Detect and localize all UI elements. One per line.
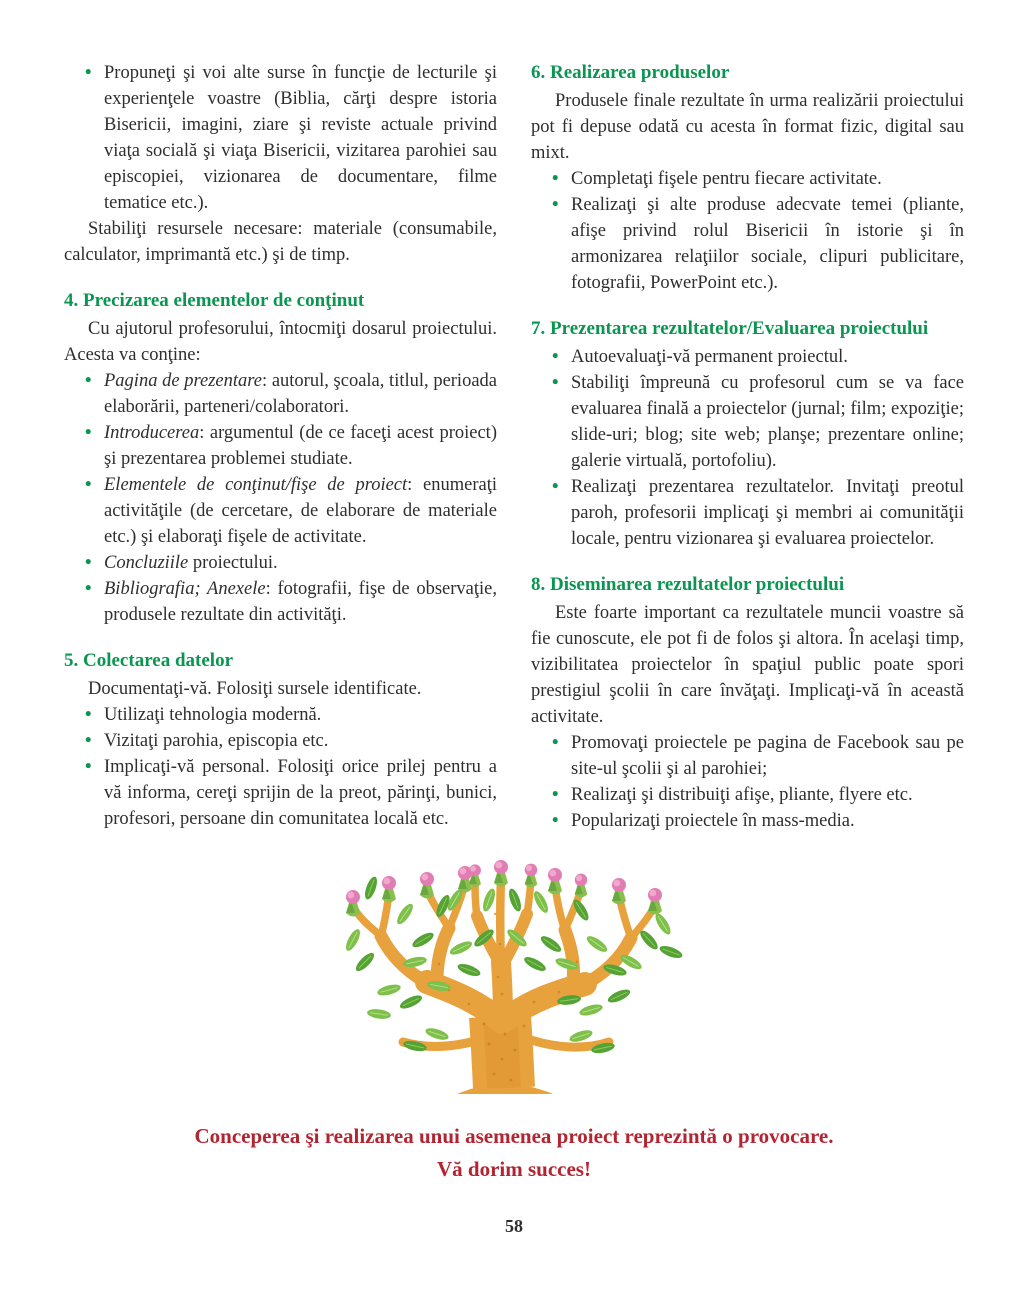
section-8-intro: Este foarte important ca rezultatele muncii voastre să fie cunoscute, ele pot fi de folos şi altora. În acelaşi timp, vizibilitatea proiectelor în spaţiul public poate spori prestigiul şcolii în care învăţaţi. Implicaţi-vă în această activitate. (531, 603, 964, 727)
bullet-icon: • (85, 731, 92, 751)
bullet-icon: • (552, 195, 559, 215)
section-5-heading: 5. Colectarea datelor (64, 650, 234, 671)
list-item-text: Autoevaluaţi-vă permanent proiectul. (571, 347, 848, 367)
list-item-text: Promovaţi proiectele pe pagina de Facebook sau pe site-ul şcolii şi al parohiei; (571, 733, 964, 779)
footer-message (64, 1120, 964, 1186)
resources-paragraph: Stabiliţi resursele necesare: materiale (consumabile, calculator, imprimantă etc.) şi de timp. (64, 219, 497, 265)
list-item (531, 782, 964, 808)
list-item (64, 576, 497, 628)
bullet-icon: • (85, 579, 92, 599)
text-columns (64, 60, 964, 834)
bullet-icon: • (85, 475, 92, 495)
page-number: 58 (505, 1216, 523, 1236)
section-7-heading: 7. Prezentarea rezultatelor/Evaluarea proiectului (531, 318, 929, 339)
list-item (64, 702, 497, 728)
item-lead: Concluziile (104, 553, 189, 573)
bullet-icon: • (552, 733, 559, 753)
list-item (64, 420, 497, 472)
list-item-text (104, 579, 497, 625)
item-lead: Pagina de prezentare (104, 371, 263, 391)
section-6-heading: 6. Realizarea produselor (531, 62, 730, 83)
list-item-text (104, 475, 497, 547)
bullet-icon: • (552, 811, 559, 831)
list-item-text: Vizitaţi parohia, episcopia etc. (104, 731, 329, 751)
footer-message-line1: Conceperea şi realizarea unui asemenea proiect reprezintă o provocare. (194, 1124, 834, 1148)
bullet-icon: • (85, 63, 92, 83)
list-item-text (104, 553, 278, 573)
right-column (531, 60, 964, 834)
list-item-text: Utilizaţi tehnologia modernă. (104, 705, 322, 725)
list-item (64, 754, 497, 832)
bullet-icon: • (552, 373, 559, 393)
item-rest: : fotografii, fişe de observaţie, produsele rezultate din activităţi. (104, 579, 497, 625)
list-item (64, 472, 497, 550)
section-6-intro: Produsele finale rezultate în urma realizării proiectului pot fi depuse odată cu acesta în format fizic, digital sau mixt. (531, 91, 964, 163)
list-item (64, 550, 497, 576)
list-item (531, 344, 964, 370)
section-4-intro: Cu ajutorul profesorului, întocmiţi dosarul proiectului. Acesta va conţine: (64, 319, 497, 365)
list-item-text: Completaţi fişele pentru fiecare activitate. (571, 169, 882, 189)
bullet-icon: • (85, 757, 92, 777)
left-column (64, 60, 497, 834)
list-item-text: Realizaţi şi alte produse adecvate temei (pliante, afişe privind rolul Bisericii în istorie şi în armonizarea relaţiilor sociale, clipuri publicitare, fotografii, PowerPoint etc.). (571, 195, 964, 293)
list-item-text: Realizaţi şi distribuiţi afişe, pliante, flyere etc. (571, 785, 913, 805)
section-5-intro: Documentaţi-vă. Folosiţi sursele identificate. (88, 679, 422, 699)
bullet-icon: • (552, 169, 559, 189)
list-item-text: Stabiliţi împreună cu profesorul cum se va face evaluarea finală a proiectelor (jurnal; film; expoziţie; slide-uri; blog; site web; planşe; prezentare online; galerie virtuală, portofoliu). (571, 373, 964, 471)
item-rest: : autorul, şcoala, titlul, perioada elaborării, parteneri/colaboratori. (104, 371, 497, 417)
item-lead: Elementele de conţinut/fişe de proiect (104, 475, 408, 495)
list-item-text: Popularizaţi proiectele în mass-media. (571, 811, 855, 831)
flowering-tree-icon (319, 844, 709, 1094)
list-item-text: Propuneţi şi voi alte surse în funcţie de lecturile şi experienţele voastre (Biblia, cărţi despre istoria Bisericii, imagini, ziare şi reviste actuale privind viaţa socială şi viaţa Bisericii, vizitarea parohiei sau episcopiei, vizionarea de documentare, filme tematice etc.). (104, 63, 497, 213)
list-item (531, 474, 964, 552)
footer-message-line2: Vă dorim succes! (437, 1157, 591, 1181)
bullet-icon: • (85, 371, 92, 391)
list-item (531, 370, 964, 474)
section-4-heading: 4. Precizarea elementelor de conţinut (64, 290, 365, 311)
list-item-text: Realizaţi prezentarea rezultatelor. Invitaţi preotul paroh, profesorii implicaţi şi membri ai comunităţii locale, pentru vizionarea şi evaluarea proiectelor. (571, 477, 964, 549)
item-lead: Bibliografia; Anexele (104, 579, 266, 599)
bullet-icon: • (85, 423, 92, 443)
item-rest: : argumentul (de ce faceţi acest proiect) şi prezentarea problemei studiate. (104, 423, 497, 469)
list-item-text: Implicaţi-vă personal. Folosiţi orice prilej pentru a vă informa, cereţi sprijin de la preot, părinţi, bunici, profesori, persoane din comunitatea locală etc. (104, 757, 497, 829)
list-item (531, 166, 964, 192)
item-rest: proiectului. (188, 553, 278, 573)
list-item (64, 368, 497, 420)
list-item-text (104, 423, 497, 469)
item-lead: Introducerea (104, 423, 200, 443)
item-rest: : enumeraţi activităţile (de cercetare, de elaborare de materiale etc.) şi elaboraţi fişele de activitate. (104, 475, 497, 547)
list-item (64, 60, 497, 216)
bullet-icon: • (552, 347, 559, 367)
illustration-area (64, 844, 964, 1094)
bullet-icon: • (552, 785, 559, 805)
bullet-icon: • (85, 553, 92, 573)
list-item-text (104, 371, 497, 417)
list-item (531, 808, 964, 834)
bullet-icon: • (85, 705, 92, 725)
list-item (64, 728, 497, 754)
section-8-heading: 8. Diseminarea rezultatelor proiectului (531, 574, 845, 595)
list-item (531, 730, 964, 782)
list-item (531, 192, 964, 296)
bullet-icon: • (552, 477, 559, 497)
